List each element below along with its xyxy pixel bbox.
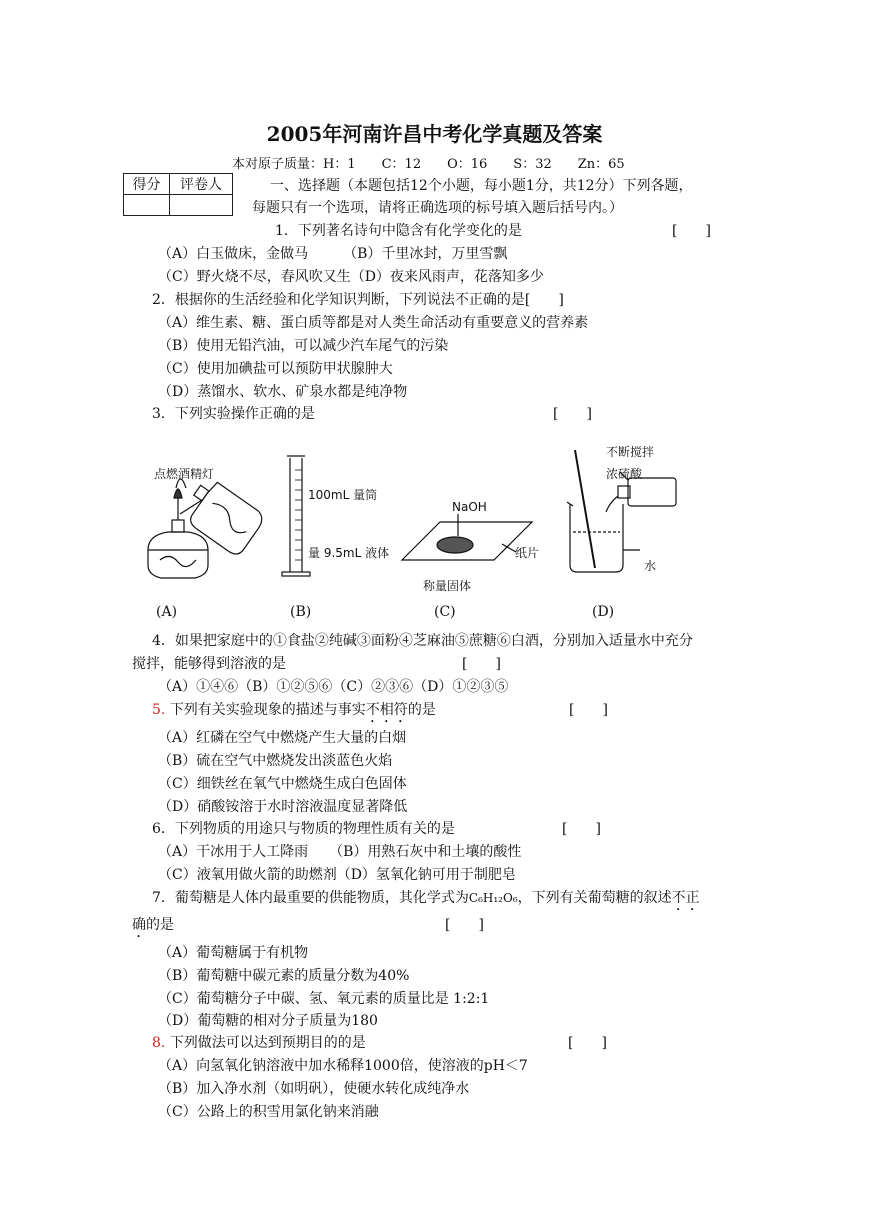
q7-formula: C₆H₁₂O₆ [468, 891, 518, 905]
q7-stem-emphasis-2: 确 [132, 917, 146, 933]
q7-option-b: （B）葡萄糖中碳元素的质量分数为40% [158, 968, 410, 984]
q8-option-b: （B）加入净水剂（如明矾），使硬水转化成纯净水 [158, 1081, 470, 1097]
q6-answer-bracket[interactable]: [ ] [562, 821, 601, 837]
q5-option-a: （A）红磷在空气中燃烧产生大量的白烟 [158, 730, 407, 746]
q7-stem-post: ，下列有关葡萄糖的叙述 [517, 890, 672, 906]
q4-options: （A）①④⑥（B）①②⑤⑥（C）②③⑥（D）①②③⑤ [158, 679, 509, 695]
figure-a-caption: 点燃酒精灯 [154, 467, 215, 481]
q7-option-a: （A）葡萄糖属于有机物 [158, 945, 309, 961]
grader-header: 评卷人 [170, 174, 233, 195]
q7-stem-tail: 的是 [146, 917, 174, 933]
q2-stem: 2．根据你的生活经验和化学知识判断，下列说法不正确的是[ ] [152, 292, 564, 308]
q5-answer-bracket[interactable]: [ ] [569, 702, 608, 718]
q5-stem-post: 的是 [407, 702, 436, 718]
q7-option-c: （C）葡萄糖分子中碳、氢、氧元素的质量比是 1:2:1 [158, 991, 490, 1007]
q1-stem: 1．下列著名诗句中隐含有化学变化的是 [275, 223, 522, 239]
q6-options-1: （A）干冰用于人工降雨 （B）用熟石灰中和土壤的酸性 [158, 844, 522, 860]
q1-options-2: （C）野火烧不尽，春风吹又生（D）夜来风雨声，花落知多少 [158, 269, 544, 285]
q2-option-a: （A）维生素、糖、蛋白质等都是对人类生命活动有重要意义的营养素 [158, 315, 589, 331]
figure-label-a: (A) [156, 604, 178, 620]
q5-stem [152, 701, 436, 726]
score-cell[interactable] [124, 195, 170, 216]
q1-answer-bracket[interactable]: [ ] [672, 223, 711, 239]
q4-stem-line2: 搅拌，能够得到溶液的是 [132, 656, 286, 672]
figure-c-caption-top: NaOH [452, 500, 487, 514]
figure-d-caption-water: 水 [644, 559, 657, 573]
q5-option-d: （D）硝酸铵溶于水时溶液温度显著降低 [158, 799, 408, 815]
figure-c-caption-side: 纸片 [515, 546, 540, 560]
score-header: 得分 [124, 174, 170, 195]
q7-stem-emphasis: 不正 [671, 890, 700, 906]
q7-stem-line2 [132, 916, 174, 941]
q5-stem-emphasis: 不相符 [365, 702, 408, 718]
grader-cell[interactable] [170, 195, 233, 216]
q8-option-a: （A）向氢氧化钠溶液中加水稀释1000倍，使溶液的pH＜7 [158, 1058, 528, 1074]
figure-b-graduated-cylinder [282, 456, 310, 576]
q7-stem-pre: 7．葡萄糖是人体内最重要的供能物质，其化学式为 [152, 890, 469, 906]
q1-options-1: （A）白玉做床，金做马 （B）千里冰封，万里雪飘 [158, 246, 508, 262]
figure-d-caption-acid: 浓硫酸 [606, 467, 643, 481]
score-table [123, 173, 233, 216]
q3-stem: 3．下列实验操作正确的是 [152, 406, 315, 422]
section-heading-line2: 每题只有一个选项，请将正确选项的标号填入题后括号内。） [252, 200, 623, 216]
figure-a-alcohol-lamps [148, 475, 267, 578]
figure-label-d: (D) [592, 604, 615, 620]
q6-options-2: （C）液氧用做火箭的助燃剂（D）氢氧化钠可用于制肥皂 [158, 867, 516, 883]
q5-option-c: （C）细铁丝在氧气中燃烧生成白色固体 [158, 776, 407, 792]
q4-answer-bracket[interactable]: [ ] [462, 656, 501, 672]
q3-answer-bracket[interactable]: [ ] [553, 406, 592, 422]
atomic-mass-line: 本对原子质量：H：1 C：12 O：16 S：32 Zn：65 [232, 157, 625, 172]
q8-answer-bracket[interactable]: [ ] [568, 1035, 607, 1051]
figure-c-caption-bottom: 称量固体 [423, 579, 472, 593]
q2-option-b: （B）使用无铅汽油，可以减少汽车尾气的污染 [158, 338, 449, 354]
q7-option-d: （D）葡萄糖的相对分子质量为180 [158, 1013, 378, 1029]
q5-option-b: （B）硫在空气中燃烧发出淡蓝色火焰 [158, 753, 393, 769]
q7-stem-line1 [152, 889, 700, 914]
q2-option-c: （C）使用加碘盐可以预防甲状腺肿大 [158, 361, 393, 377]
q8-stem-text: 下列做法可以达到预期目的的是 [169, 1035, 366, 1051]
q8-stem [152, 1034, 366, 1052]
section-heading-line1: 一、选择题（本题包括12个小题，每小题1分，共12分）下列各题， [270, 178, 693, 194]
q6-stem: 6．下列物质的用途只与物质的物理性质有关的是 [152, 821, 455, 837]
figure-label-c: (C) [434, 604, 456, 620]
figure-b-caption-bottom: 量 9.5mL 液体 [308, 546, 390, 560]
figure-c-weighing-paper [402, 514, 532, 560]
q2-option-d: （D）蒸馏水、软水、矿泉水都是纯净物 [158, 384, 408, 400]
figure-b-caption-top: 100mL 量筒 [308, 488, 378, 502]
figure-label-b: (B) [290, 604, 312, 620]
q5-number: 5. [152, 702, 166, 718]
figure-d-caption-stir: 不断搅拌 [606, 445, 655, 459]
q8-option-c: （C）公路上的积雪用氯化钠来消融 [158, 1104, 379, 1120]
q8-number: 8. [152, 1035, 166, 1051]
page-title: 2005年河南许昌中考化学真题及答案 [266, 122, 603, 146]
q5-stem-pre: 下列有关实验现象的描述与事实 [169, 702, 366, 718]
q4-stem-line1: 4．如果把家庭中的①食盐②纯碱③面粉④芝麻油⑤蔗糖⑥白酒，分别加入适量水中充分 [152, 633, 693, 649]
q3-figures [140, 440, 700, 600]
q7-answer-bracket[interactable]: [ ] [445, 917, 484, 933]
